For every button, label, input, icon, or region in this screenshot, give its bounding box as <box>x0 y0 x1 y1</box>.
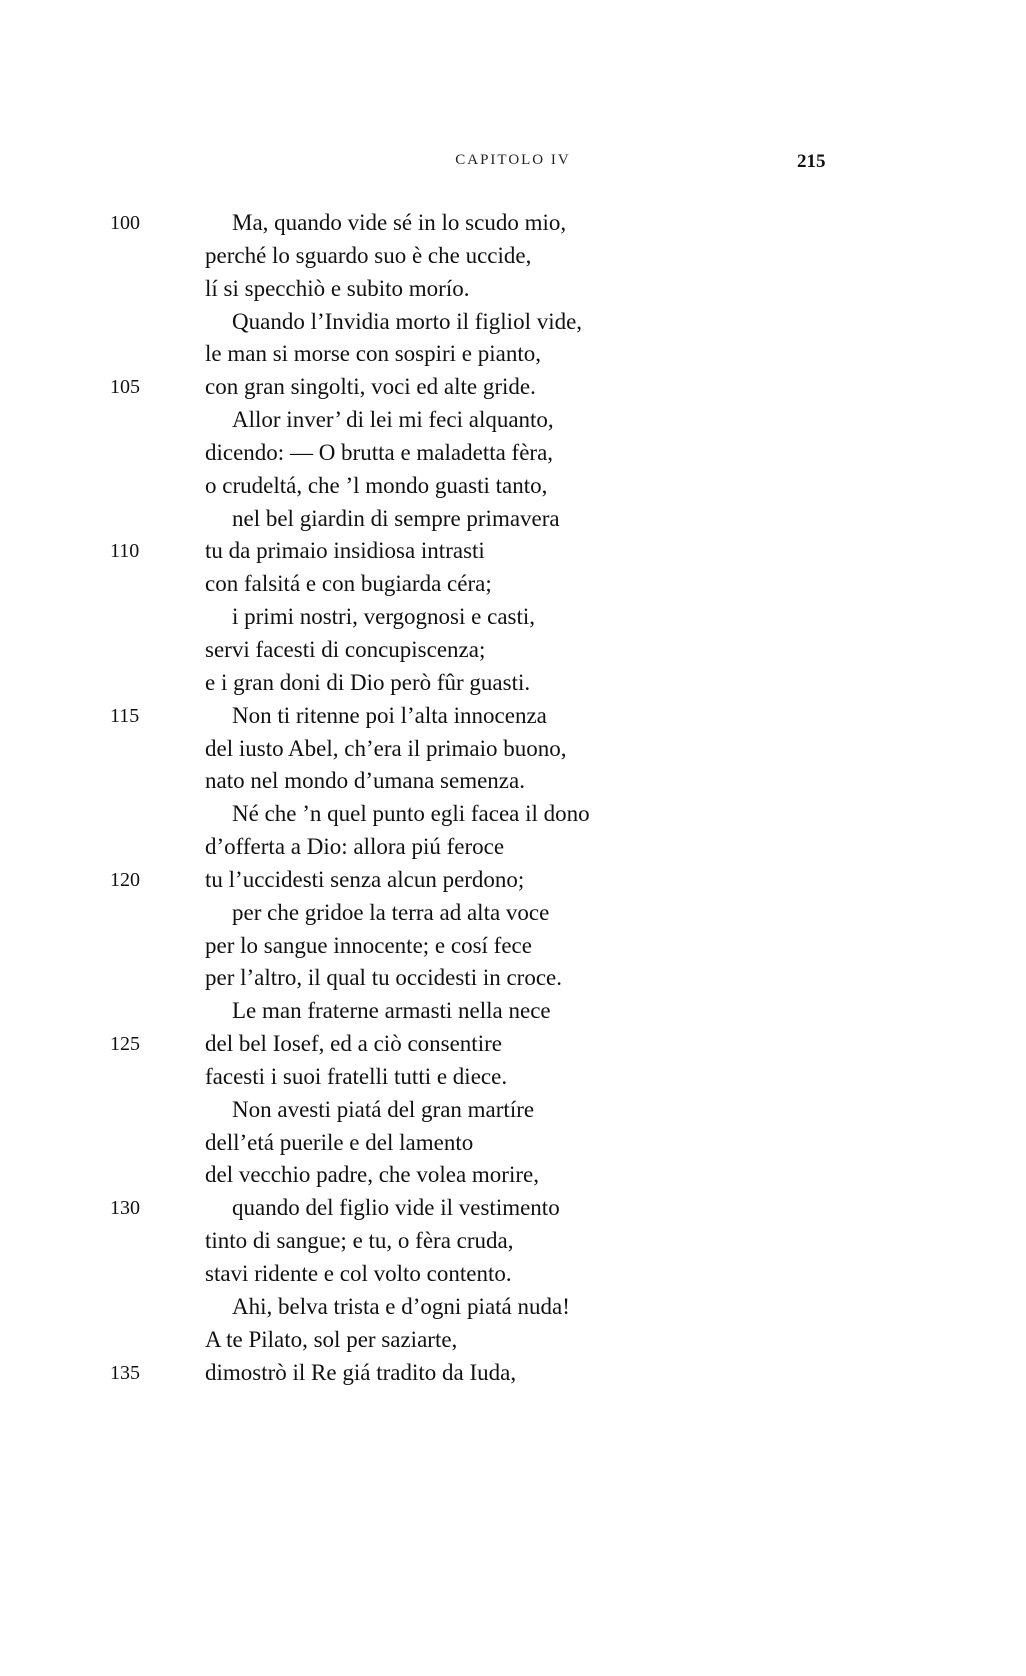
verse-line <box>0 1159 1026 1192</box>
verse-line <box>0 1291 1026 1324</box>
verse-text: per l’altro, il qual tu occidesti in croce. <box>205 965 563 991</box>
verse-text: nato nel mondo d’umana semenza. <box>205 768 525 794</box>
verse-text: Né che ’n quel punto egli facea il dono <box>232 801 590 827</box>
verse-text: facesti i suoi fratelli tutti e diece. <box>205 1063 508 1089</box>
line-number: 100 <box>110 212 140 234</box>
verse-line <box>0 930 1026 963</box>
verse-line <box>0 338 1026 371</box>
verse-line <box>0 306 1026 339</box>
verse-line <box>0 1192 1026 1225</box>
verse-text: nel bel giardin di sempre primavera <box>232 505 560 531</box>
verse-line <box>0 1028 1026 1061</box>
verse-line <box>0 503 1026 536</box>
verse-text: Ma, quando vide sé in lo scudo mio, <box>232 210 567 235</box>
verse-text: con gran singolti, voci ed alte gride. <box>205 374 536 400</box>
verse-text: Quando l’Invidia morto il figliol vide, <box>232 308 583 334</box>
verse-text: d’offerta a Dio: allora piú feroce <box>205 834 505 860</box>
verse-text: servi facesti di concupiscenza; <box>205 636 486 662</box>
verse-text: lí si specchiò e subito morío. <box>205 275 470 301</box>
verse-line <box>0 371 1026 404</box>
line-number: 120 <box>110 868 140 891</box>
verse-text: Ahi, belva trista e d’ogni piatá nuda! <box>232 1293 570 1319</box>
verse-line <box>0 535 1026 568</box>
verse-line <box>0 1258 1026 1291</box>
verse-line <box>0 1357 1026 1390</box>
verse-line <box>0 765 1026 798</box>
verse-text: stavi ridente e col volto contento. <box>205 1261 512 1286</box>
line-number: 105 <box>110 376 140 399</box>
verse-text: per lo sangue innocente; e cosí fece <box>205 932 532 958</box>
verse-line <box>0 634 1026 667</box>
verse-line <box>0 470 1026 503</box>
verse-text: dimostrò il Re giá tradito da Iuda, <box>205 1359 517 1385</box>
verse-line <box>0 601 1026 634</box>
verse-line <box>0 273 1026 306</box>
verse-line <box>0 1127 1026 1160</box>
verse-text: del vecchio padre, che volea morire, <box>205 1162 539 1188</box>
verse-line <box>0 962 1026 995</box>
verse-text: del iusto Abel, ch’era il primaio buono, <box>205 735 567 761</box>
verse-line <box>0 240 1026 273</box>
verse-text: tinto di sangue; e tu, o fèra cruda, <box>205 1228 514 1254</box>
verse-text: dell’etá puerile e del lamento <box>205 1129 474 1155</box>
verse-line <box>0 995 1026 1028</box>
verse-text: Non ti ritenne poi l’alta innocenza <box>232 702 547 728</box>
verse-text: i primi nostri, vergognosi e casti, <box>232 604 536 630</box>
verse-line <box>0 1061 1026 1094</box>
verse-text: tu l’uccidesti senza alcun perdono; <box>205 866 525 892</box>
verse-line <box>0 1094 1026 1127</box>
verse-line <box>0 864 1026 897</box>
verse-text: quando del figlio vide il vestimento <box>232 1195 560 1221</box>
verse-line <box>0 798 1026 831</box>
line-number: 115 <box>110 704 140 727</box>
verse-text: e i gran doni di Dio però fûr guasti. <box>205 669 531 695</box>
line-number: 135 <box>110 1361 140 1384</box>
line-number: 110 <box>110 540 140 563</box>
verse-text: perché lo sguardo suo è che uccide, <box>205 242 532 268</box>
verse-line <box>0 404 1026 437</box>
verse-text: dicendo: — O brutta e maladetta fèra, <box>205 439 554 465</box>
verse-line <box>0 667 1026 700</box>
verse-text: A te Pilato, sol per saziarte, <box>205 1326 458 1352</box>
verse-text: le man si morse con sospiri e pianto, <box>205 341 541 367</box>
verse-line <box>0 700 1026 733</box>
verse-text: Le man fraterne armasti nella nece <box>232 998 551 1024</box>
verse-line <box>0 207 1026 240</box>
verse-line <box>0 437 1026 470</box>
running-title: CAPITOLO IV <box>455 152 571 168</box>
verse-line <box>0 897 1026 930</box>
verse-text: per che gridoe la terra ad alta voce <box>232 899 550 925</box>
verse-text: con falsitá e con bugiarda céra; <box>205 571 492 597</box>
page-number: 215 <box>797 151 826 172</box>
verse-text: del bel Iosef, ed a ciò consentire <box>205 1031 502 1057</box>
line-number: 125 <box>110 1033 140 1056</box>
verse-text: Allor inver’ di lei mi feci alquanto, <box>232 407 554 433</box>
line-number: 130 <box>110 1197 140 1220</box>
verse-line <box>0 831 1026 864</box>
verse-line <box>0 568 1026 601</box>
verse-line <box>0 1225 1026 1258</box>
verse-line <box>0 733 1026 766</box>
verse-line <box>0 1324 1026 1357</box>
verse-block <box>0 207 1026 1389</box>
verse-text: o crudeltá, che ’l mondo guasti tanto, <box>205 472 548 498</box>
verse-text: tu da primaio insidiosa intrasti <box>205 538 485 564</box>
verse-text: Non avesti piatá del gran martíre <box>232 1096 535 1122</box>
